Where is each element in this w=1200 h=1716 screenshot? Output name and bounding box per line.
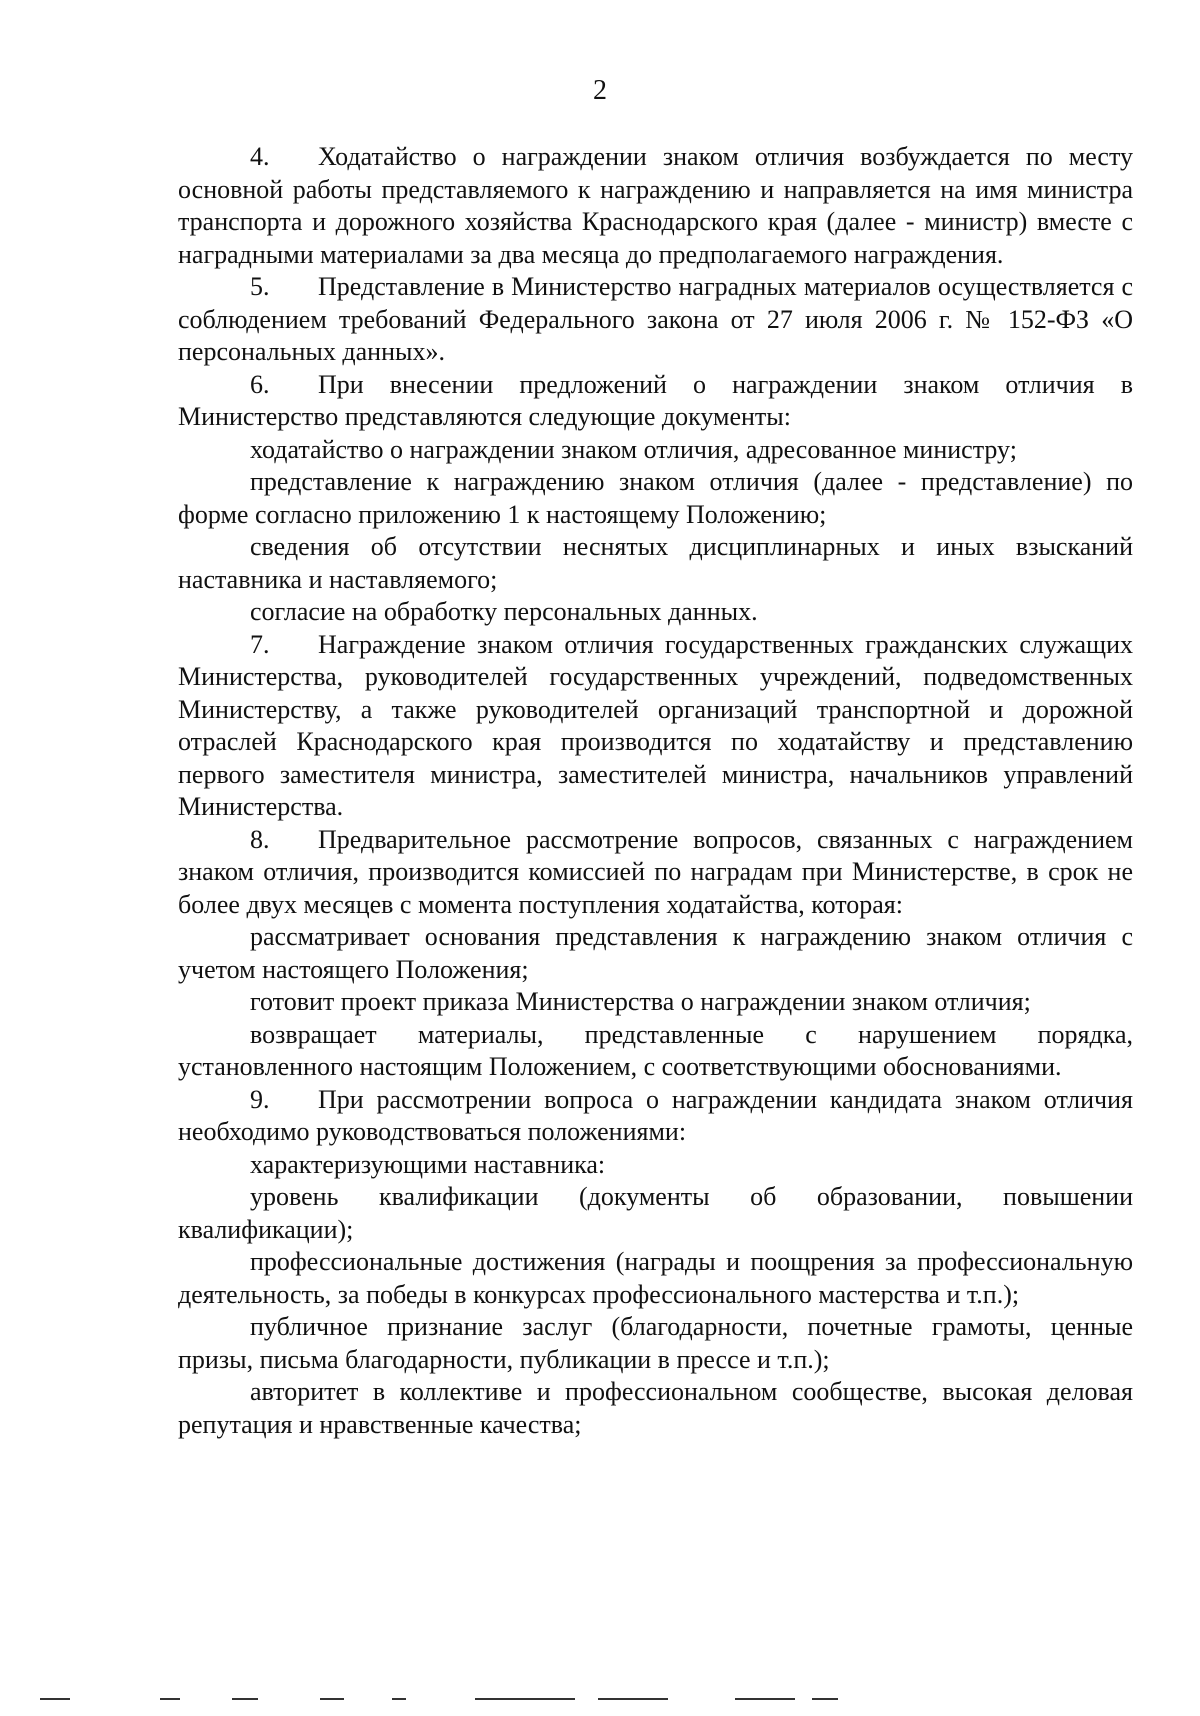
paragraph-subitem: представление к награждению знаком отличия (далее - представление) по форме согласно приложению 1 к настоящему Положению;	[178, 467, 1133, 529]
paragraph-subitem: авторитет в коллективе и профессиональном сообществе, высокая деловая репутация и нравственные качества;	[178, 1377, 1133, 1439]
scan-artifacts	[0, 1696, 1200, 1706]
paragraph-number: 9.	[250, 1084, 270, 1114]
paragraph-item-7	[178, 629, 1133, 824]
paragraph-subitem: публичное признание заслуг (благодарности, почетные грамоты, ценные призы, письма благодарности, публикации в прессе и т.п.);	[178, 1312, 1133, 1374]
paragraph-subitem: согласие на обработку персональных данных.	[250, 597, 758, 626]
scan-mark	[40, 1698, 70, 1700]
paragraph-subitem: уровень квалификации (документы об образовании, повышении квалификации);	[178, 1182, 1133, 1244]
scan-mark	[160, 1698, 180, 1700]
paragraph-subitem: характеризующими наставника:	[250, 1149, 606, 1179]
scan-mark	[392, 1698, 406, 1700]
paragraph-subitem: рассматривает основания представления к награждению знаком отличия с учетом настоящего Положения;	[178, 922, 1133, 984]
paragraph-number: 7.	[250, 629, 270, 659]
paragraph-subitem: готовит проект приказа Министерства о награждении знаком отличия;	[250, 987, 1031, 1016]
paragraph-number: 4.	[250, 142, 270, 171]
page-number: 2	[593, 75, 607, 106]
paragraph-item-9	[178, 1084, 1133, 1149]
paragraph-text: Ходатайство о награждении знаком отличия возбуждается по месту основной работы представляемого к награждению и направляется на имя министра транспорта и дорожного хозяйства Краснодарского края (далее - министр) вместе с наградными материалами за два месяца до предполагаемого награждения.	[178, 142, 1133, 269]
paragraph-text: Представление в Министерство наградных материалов осуществляется с соблюдением требований Федерального закона от 27 июля 2006 г. № 152-ФЗ «О персональных данных».	[178, 272, 1133, 366]
scan-mark	[475, 1698, 575, 1700]
paragraph-subitem: профессиональные достижения (награды и поощрения за профессиональную деятельность, за победы в конкурсах профессионального мастерства и т.п.);	[178, 1247, 1133, 1309]
paragraph-number: 5.	[250, 272, 270, 301]
paragraph-subitem: возвращает материалы, представленные с нарушением порядка, установленного настоящим Положением, с соответствующими обоснованиями.	[178, 1019, 1133, 1081]
scan-mark	[812, 1698, 838, 1700]
scan-mark	[735, 1698, 795, 1700]
paragraph-subitem: ходатайство о награждении знаком отличия, адресованное министру;	[250, 434, 1017, 464]
paragraph-item-8	[178, 824, 1133, 922]
paragraph-text: Награждение знаком отличия государственных гражданских служащих Министерства, руководителей государственных учреждений, подведомственных Министерству, а также руководителей организаций транспортной и дорожной отраслей Краснодарского края производится по ходатайству и представлению первого заместителя министра, заместителей министра, начальников управлений Министерства.	[178, 629, 1133, 821]
scan-mark	[598, 1698, 668, 1700]
paragraph-number: 6.	[250, 369, 270, 399]
paragraph-text: При внесении предложений о награждении знаком отличия в Министерство представляются следующие документы:	[178, 369, 1133, 431]
paragraph-item-5	[178, 271, 1133, 369]
paragraph-text: При рассмотрении вопроса о награждении кандидата знаком отличия необходимо руководствоваться положениями:	[178, 1084, 1133, 1146]
scan-mark	[232, 1698, 258, 1700]
scan-mark	[320, 1698, 344, 1700]
paragraph-item-4	[178, 141, 1133, 271]
paragraph-subitem: сведения об отсутствии неснятых дисциплинарных и иных взысканий наставника и наставляемого;	[178, 532, 1133, 594]
paragraph-text: Предварительное рассмотрение вопросов, связанных с награждением знаком отличия, производится комиссией по наградам при Министерстве, в срок не более двух месяцев с момента поступления ходатайства, которая:	[178, 824, 1133, 919]
paragraph-item-6	[178, 369, 1133, 434]
paragraph-number: 8.	[250, 824, 270, 854]
document-body	[178, 141, 1133, 1441]
